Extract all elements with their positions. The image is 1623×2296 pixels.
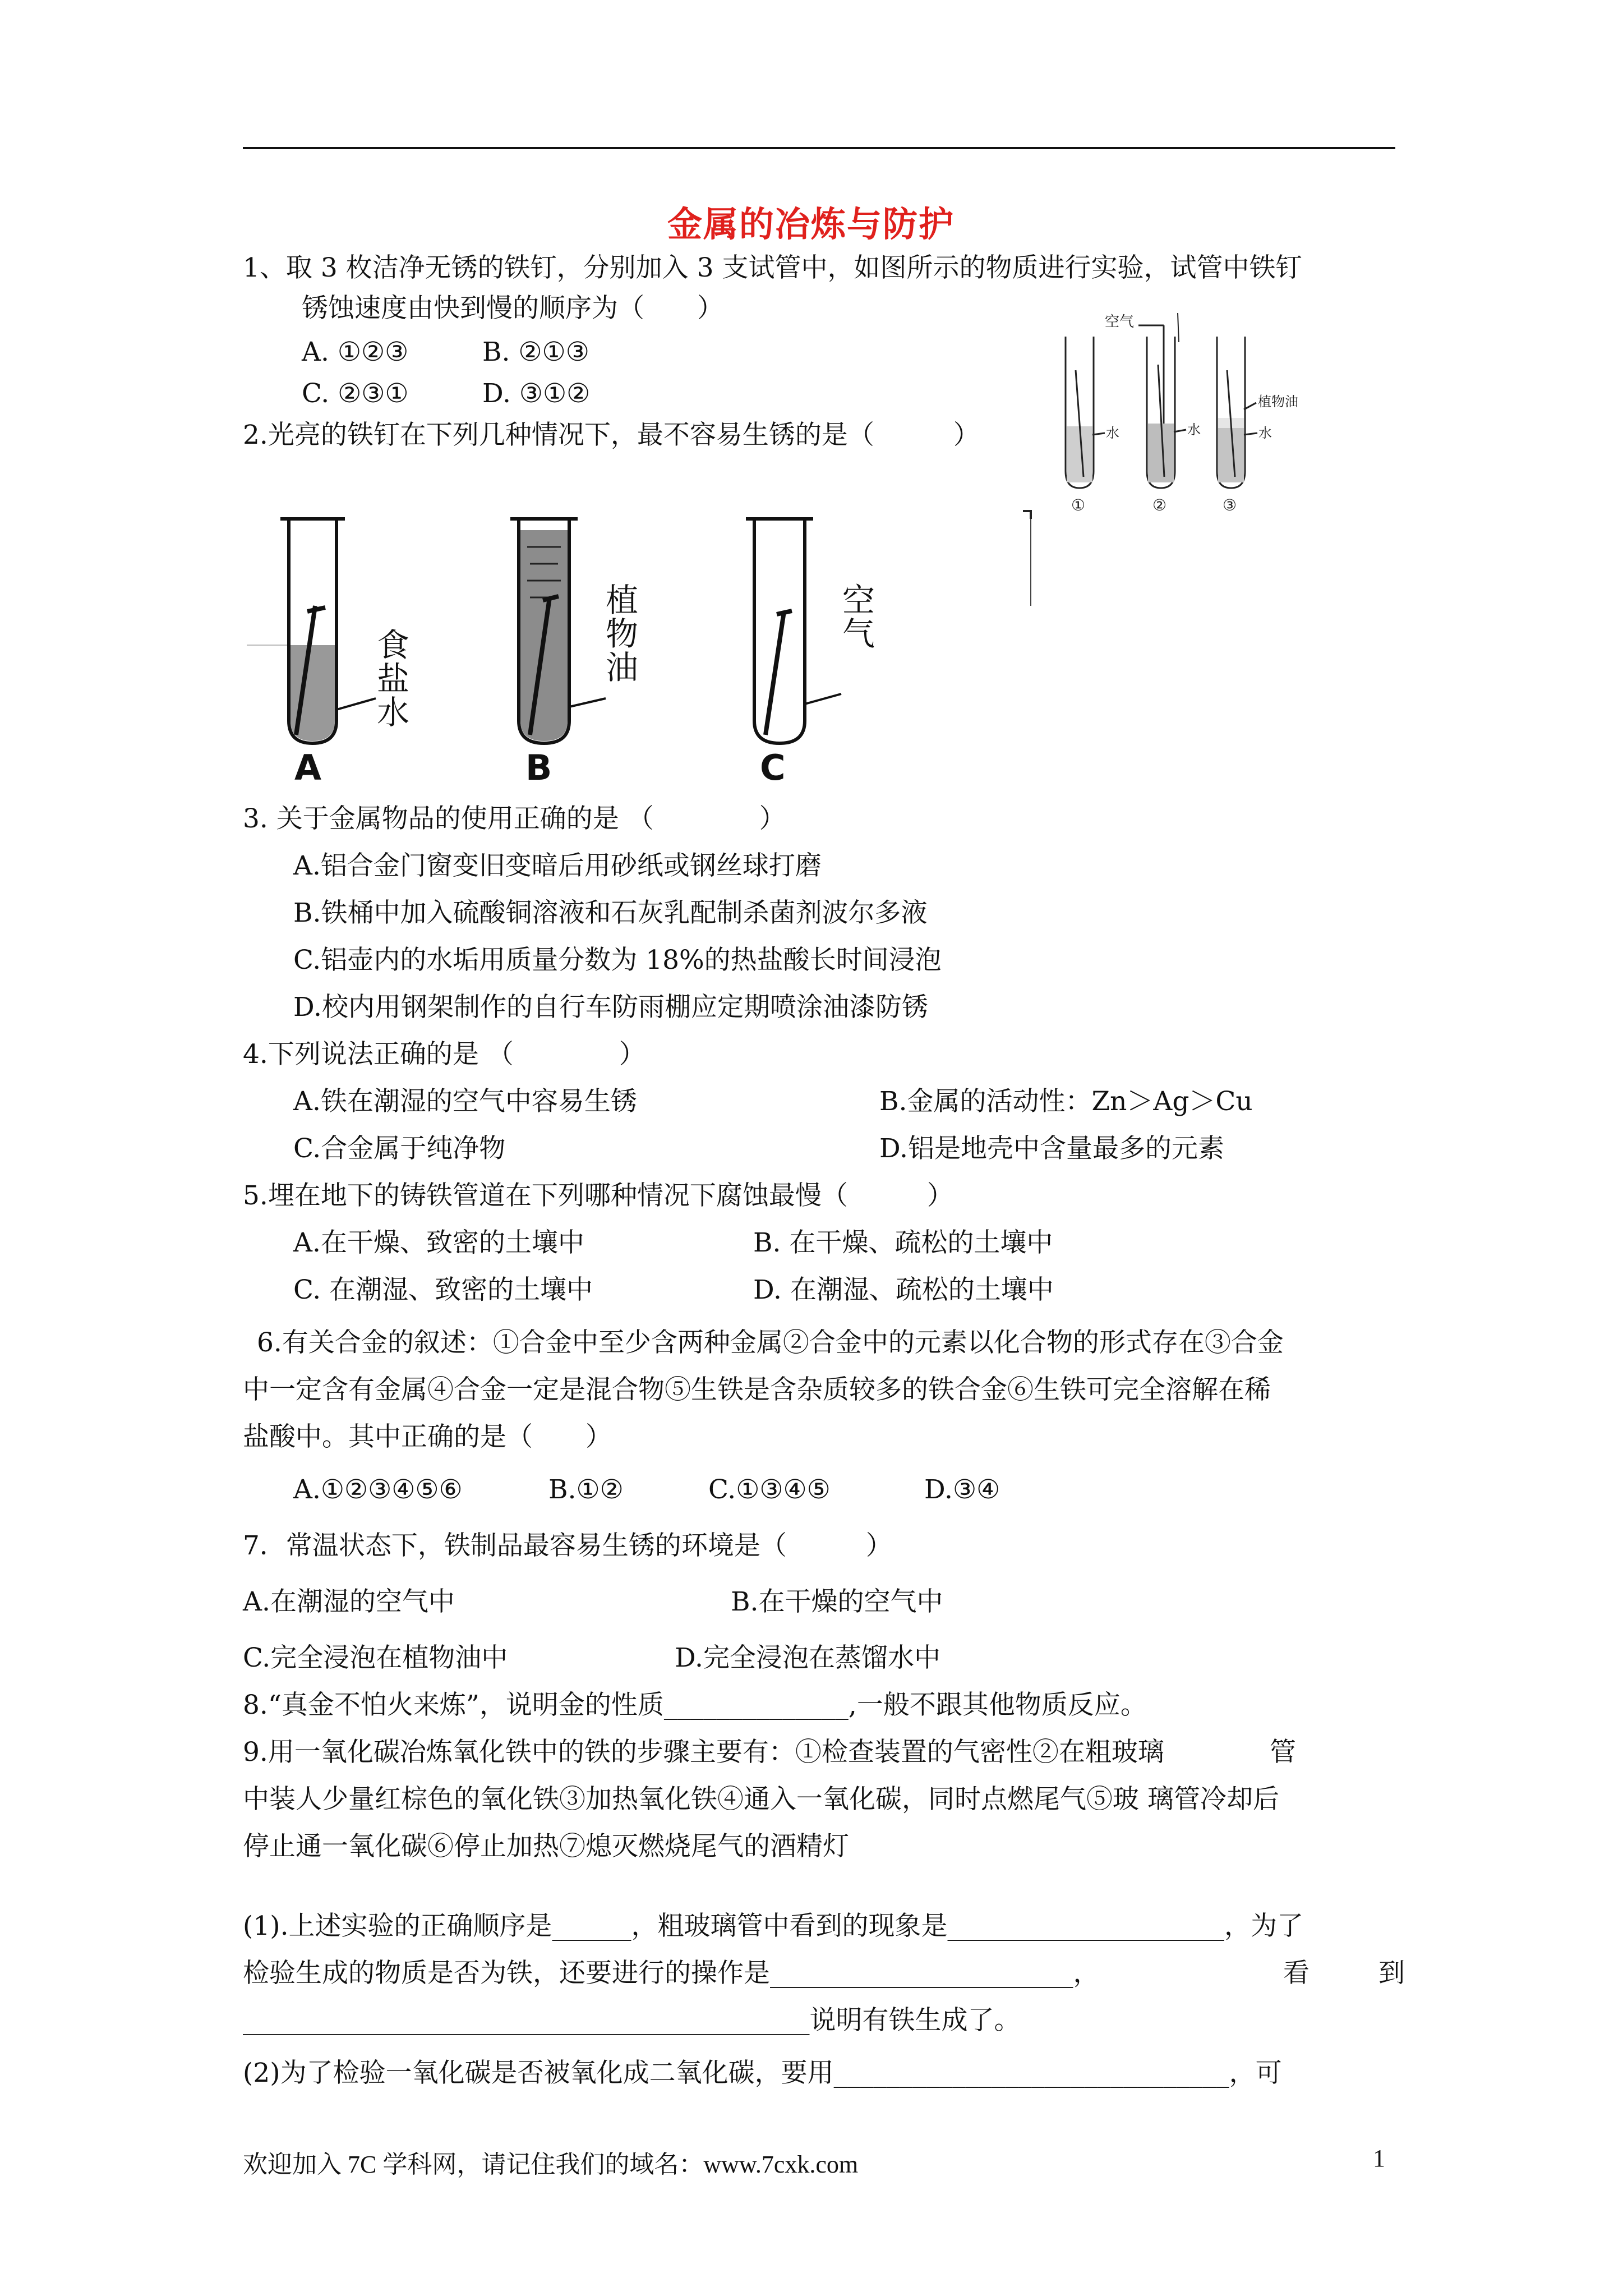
q2-stem: 2.光亮的铁钉在下列几种情况下，最不容易生锈的是（ ） [243,420,980,450]
q9-sub1-line2: 检验生成的物质是否为铁，还要进行的操作是_______________________， [243,1958,1100,1989]
q3-option-a: A.铝合金门窗变旧变暗后用砂纸或钢丝球打磨 [293,850,822,881]
q4-option-d: D.铝是地壳中含量最多的元素 [879,1133,1224,1164]
q3-option-d: D.校内用钢架制作的自行车防雨棚应定期喷涂油漆防锈 [293,992,928,1023]
q1-label-water-1: 水 [1106,425,1119,441]
q2-label-a: A [294,747,321,788]
q1-tube-label-2: ② [1152,496,1167,514]
q7-option-c: C.完全浸泡在植物油中 [243,1642,508,1673]
q9-line1: 9.用一氧化碳冶炼氧化铁中的铁的步骤主要有：①检查装置的气密性②在粗玻璃 管 [243,1737,1296,1768]
q2-label-oil-3: 油 [606,648,639,687]
q4-option-c: C.合金属于纯净物 [293,1133,506,1164]
q6-option-b: B.①② [548,1474,624,1505]
q5-stem: 5.埋在地下的铸铁管道在下列哪种情况下腐蚀最慢（ ） [243,1180,953,1211]
q1-water-3 [1218,428,1244,482]
q2-label-c: C [760,747,786,788]
q9-sub2-line1: (2)为了检验一氧化碳是否被氧化成二氧化碳，要用______________________________，可 [243,2058,1282,2088]
q1-water-2 [1148,424,1174,482]
q6-option-d: D.③④ [924,1474,1000,1505]
q2-test-tube-figure [247,508,976,788]
q1-tube-label-1: ① [1071,496,1086,514]
q3-option-b: B.铁桶中加入硫酸铜溶液和石灰乳配制杀菌剂波尔多液 [293,898,928,928]
footer-text: 欢迎加入 7C 学科网，请记住我们的域名：www.7cxk.com [243,2151,859,2178]
q5-option-d: D. 在潮湿、疏松的土壤中 [753,1274,1054,1305]
q2-label-salt-2: 盐 [377,660,410,698]
q9-line3: 停止通一氧化碳⑥停止加热⑦熄灭燃烧尾气的酒精灯 [243,1831,849,1862]
q7-stem: 7．常温状态下，铁制品最容易生锈的环境是（ ） [243,1530,892,1561]
q1-label-water-2: 水 [1187,422,1201,438]
q1-stem-line2: 锈蚀速度由快到慢的顺序为（ ） [302,293,723,324]
q9-sub1-line2-word-dao: 到 [1378,1958,1405,1989]
q6-line2: 中一定含有金属④合金一定是混合物⑤生铁是含杂质较多的铁合金⑥生铁可完全溶解在稀 [243,1374,1271,1405]
q9-sub1-line2-word-kan: 看 [1283,1958,1310,1989]
q4-option-a: A.铁在潮湿的空气中容易生锈 [293,1086,637,1117]
q2-label-oil-1: 植 [606,581,639,619]
q2-label-salt-1: 食 [377,626,410,664]
q1-option-b: B. ②①③ [482,337,589,367]
q7-option-d: D.完全浸泡在蒸馏水中 [675,1642,940,1673]
q1-label-water-3: 水 [1258,425,1272,441]
q8-stem: 8.“真金不怕火来炼”，说明金的性质______________,一般不跟其他物质反应。 [243,1690,1147,1720]
q2-nail-c [766,611,784,735]
q6-option-c: C.①③④⑤ [708,1474,831,1505]
page-number: 1 [1373,2145,1385,2172]
scan-artifact [1021,508,1038,609]
q2-label-salt-3: 水 [377,693,410,731]
q9-sub1-line3: ___________________________________________说明有铁生成了。 [243,2005,1021,2036]
q6-line3: 盐酸中。其中正确的是（ ） [243,1421,612,1452]
q4-option-b: B.金属的活动性：Zn＞Ag＞Cu [879,1086,1253,1117]
q1-test-tube-figure [1049,303,1318,516]
q2-label-b: B [525,747,552,788]
q5-option-a: A.在干燥、致密的土壤中 [293,1227,584,1258]
q5-option-c: C. 在潮湿、致密的土壤中 [293,1274,593,1305]
q1-label-air: 空气 [1105,314,1135,330]
q6-option-a: A.①②③④⑤⑥ [293,1474,463,1505]
q1-stem-line1: 1、取 3 枚洁净无锈的铁钉，分别加入 3 支试管中，如图所示的物质进行实验，试管中铁钉 [243,252,1302,283]
q2-label-oil-2: 物 [606,615,639,653]
q9-line2: 中装人少量红棕色的氧化铁③加热氧化铁④通入一氧化碳，同时点燃尾气⑤玻 璃管冷却后 [243,1784,1279,1815]
q2-label-air-2: 气 [842,615,875,653]
q7-option-b: B.在干燥的空气中 [731,1586,943,1617]
q9-sub1-line1: (1).上述实验的正确顺序是______，粗玻璃管中看到的现象是_____________________，为了 [243,1911,1304,1941]
q1-option-c: C. ②③① [302,378,409,409]
q1-option-d: D. ③①② [482,378,591,409]
q1-option-a: A. ①②③ [302,337,409,367]
q4-stem: 4.下列说法正确的是 （ ） [243,1039,645,1070]
page-title: 金属的冶炼与防护 [667,204,955,245]
q7-option-a: A.在潮湿的空气中 [243,1586,455,1617]
q6-line1: 6.有关合金的叙述：①合金中至少含两种金属②合金中的元素以化合物的形式存在③合金 [257,1327,1284,1358]
q3-stem: 3. 关于金属物品的使用正确的是 （ ） [243,803,786,834]
q1-tube-label-3: ③ [1223,496,1237,514]
q1-label-oil: 植物油 [1258,394,1298,409]
q3-option-c: C.铝壶内的水垢用质量分数为 18%的热盐酸长时间浸泡 [293,945,942,976]
q5-option-b: B. 在干燥、疏松的土壤中 [753,1227,1053,1258]
header-rule [243,147,1395,149]
q2-label-air-1: 空 [842,581,875,619]
